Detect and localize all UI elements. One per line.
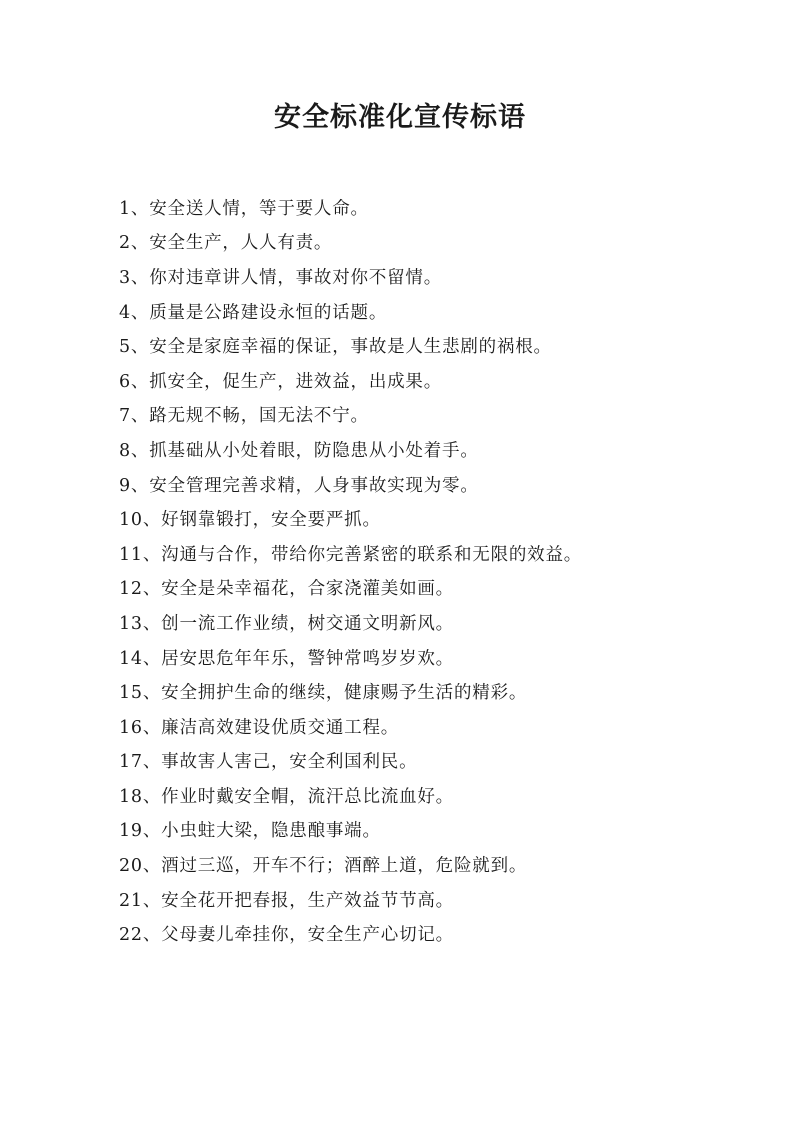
slogan-number: 6、 [119, 371, 150, 392]
document-title: 安全标准化宣传标语 [274, 102, 526, 133]
slogan-text: 酒过三巡，开车不行；酒醉上道，危险就到。 [161, 856, 528, 877]
slogan-text: 创一流工作业绩，树交通文明新风。 [161, 613, 454, 634]
slogan-item [119, 432, 759, 467]
slogan-text: 安全花开把春报，生产效益节节高。 [161, 890, 454, 911]
slogan-item [119, 225, 759, 260]
slogan-item [119, 847, 759, 882]
slogan-text: 路无规不畅，国无法不宁。 [149, 406, 369, 427]
slogan-item [119, 363, 759, 398]
slogan-item [119, 813, 759, 848]
slogan-text: 质量是公路建设永恒的话题。 [149, 302, 388, 323]
slogan-number: 8、 [119, 440, 150, 461]
slogan-text: 事故害人害己，安全利国利民。 [161, 752, 418, 773]
slogan-item [119, 709, 759, 744]
slogan-number: 4、 [119, 302, 150, 323]
slogan-number: 10、 [119, 510, 162, 531]
slogan-text: 安全管理完善求精，人身事故实现为零。 [149, 475, 479, 496]
slogan-number: 13、 [119, 613, 162, 634]
slogan-number: 9、 [119, 475, 150, 496]
slogan-item [119, 190, 759, 225]
slogan-item [119, 744, 759, 779]
slogan-text: 沟通与合作，带给你完善紧密的联系和无限的效益。 [161, 544, 583, 565]
slogan-number: 12、 [119, 579, 162, 600]
slogan-text: 父母妻儿牵挂你，安全生产心切记。 [161, 925, 454, 946]
slogan-text: 安全送人情，等于要人命。 [149, 198, 369, 219]
slogan-text: 安全是朵幸福花，合家浇灌美如画。 [161, 579, 454, 600]
slogan-text: 抓安全，促生产，进效益，出成果。 [149, 371, 443, 392]
slogan-number: 14、 [119, 648, 162, 669]
slogan-item [119, 882, 759, 917]
slogan-item [119, 467, 759, 502]
slogan-item [119, 294, 759, 329]
slogan-text: 居安思危年年乐，警钟常鸣岁岁欢。 [161, 648, 454, 669]
slogan-item [119, 640, 759, 675]
slogan-number: 7、 [119, 406, 150, 427]
slogan-number: 20、 [119, 856, 162, 877]
slogan-number: 1、 [119, 198, 150, 219]
slogan-item [119, 916, 759, 951]
slogan-item [119, 605, 759, 640]
slogan-text: 好钢靠锻打，安全要严抓。 [161, 510, 381, 531]
slogan-list [119, 190, 759, 951]
slogan-number: 3、 [119, 267, 150, 288]
slogan-text: 安全拥护生命的继续，健康赐予生活的精彩。 [161, 683, 528, 704]
slogan-item [119, 571, 759, 606]
slogan-item [119, 674, 759, 709]
slogan-item [119, 536, 759, 571]
slogan-text: 安全生产，人人有责。 [149, 233, 333, 254]
slogan-text: 小虫蛀大梁，隐患酿事端。 [161, 821, 381, 842]
slogan-item [119, 259, 759, 294]
slogan-text: 安全是家庭幸福的保证，事故是人生悲剧的祸根。 [149, 337, 552, 358]
slogan-number: 2、 [119, 233, 150, 254]
slogan-number: 21、 [119, 890, 162, 911]
slogan-number: 19、 [119, 821, 162, 842]
slogan-number: 18、 [119, 786, 162, 807]
slogan-number: 17、 [119, 752, 162, 773]
slogan-number: 15、 [119, 683, 162, 704]
slogan-number: 11、 [119, 544, 162, 565]
slogan-item [119, 398, 759, 433]
slogan-item [119, 328, 759, 363]
slogan-number: 5、 [119, 337, 150, 358]
slogan-item [119, 778, 759, 813]
slogan-text: 你对违章讲人情，事故对你不留情。 [149, 267, 443, 288]
slogan-number: 22、 [119, 925, 162, 946]
slogan-number: 16、 [119, 717, 162, 738]
slogan-text: 作业时戴安全帽，流汗总比流血好。 [161, 786, 454, 807]
slogan-text: 廉洁高效建设优质交通工程。 [161, 717, 400, 738]
slogan-item [119, 501, 759, 536]
slogan-text: 抓基础从小处着眼，防隐患从小处着手。 [149, 440, 479, 461]
